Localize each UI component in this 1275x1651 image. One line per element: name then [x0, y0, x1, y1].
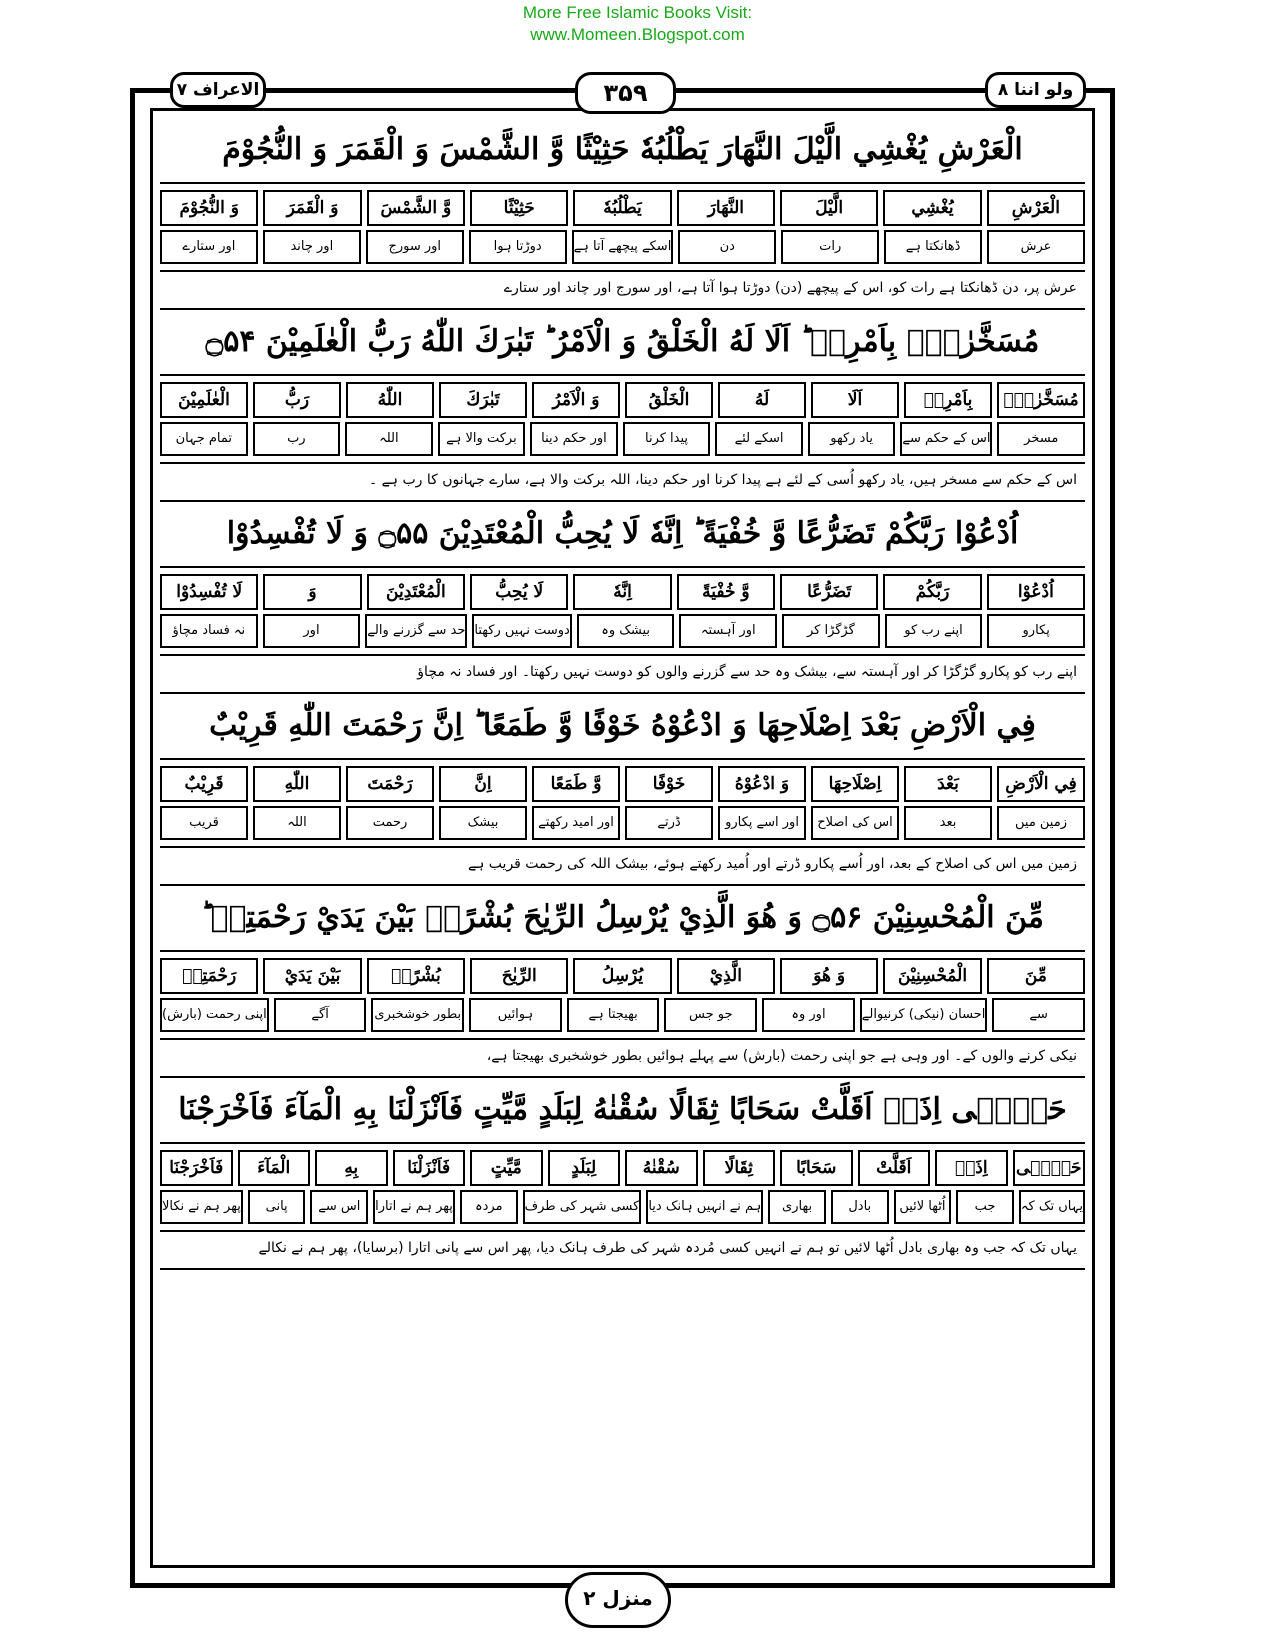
verse-section — [160, 694, 1085, 886]
meaning-row — [160, 998, 1085, 1032]
word-cell: فِي الْاَرْضِ — [997, 766, 1085, 802]
word-cell: سَحَابًا — [780, 1150, 853, 1186]
word-cell: الْمَآءَ — [238, 1150, 311, 1186]
meaning-cell: رب — [253, 422, 341, 456]
word-cell: اِذَاۤ — [935, 1150, 1008, 1186]
word-cell: رَبُّ — [253, 382, 341, 418]
meaning-cell: کسی شہر کی طرف — [523, 1190, 642, 1224]
word-cell: خَوْفًا — [625, 766, 713, 802]
meaning-cell: یاد رکھو — [808, 422, 896, 456]
arabic-verse-line: اُدْعُوْا رَبَّكُمْ تَضَرُّعًا وَّ خُفْيَةً ؕ اِنَّهٗ لَا يُحِبُّ الْمُعْتَدِيْنَ ۝۵۵ وَ لَا تُفْسِدُوْا — [160, 502, 1085, 568]
promo-line-1: More Free Islamic Books Visit: — [522, 3, 753, 22]
word-cell: الْعَرْشِ — [987, 190, 1085, 226]
word-cell: فَاَخْرَجْنَا — [160, 1150, 233, 1186]
arabic-verse-line: مُسَخَّرٰتٍۭ بِاَمْرِهٖ ؕ اَلَا لَهُ الْخَلْقُ وَ الْاَمْرُ ؕ تَبٰرَكَ اللّٰهُ رَبُّ الْعٰلَمِيْنَ ۝۵۴ — [160, 310, 1085, 376]
meaning-cell: اور حکم دینا — [530, 422, 618, 456]
page-number: ۳۵۹ — [575, 72, 676, 114]
meaning-cell: اسکے لئے — [715, 422, 803, 456]
meaning-row — [160, 806, 1085, 840]
word-cell: بَعْدَ — [904, 766, 992, 802]
meaning-cell: بیشک وہ — [577, 614, 675, 648]
meaning-cell: اللہ — [253, 806, 341, 840]
meaning-cell: اس کے حکم سے — [900, 422, 992, 456]
meaning-cell: اور وہ — [762, 998, 855, 1032]
word-row — [160, 382, 1085, 418]
translation-line: اس کے حکم سے مسخر ہیں، یاد رکھو اُسی کے لئے ہے پیدا کرنا اور حکم دینا، اللہ برکت والا ہے، سارے جہانوں کا رب ہے ۔ — [160, 462, 1085, 502]
para-name-tag: ولو اننا ۸ — [985, 72, 1086, 108]
meaning-cell: احسان (نیکی) کرنیوالے — [860, 998, 988, 1032]
word-cell: فَاَنْزَلْنَا — [393, 1150, 466, 1186]
meaning-cell: مردہ — [460, 1190, 518, 1224]
word-cell: الْعٰلَمِيْنَ — [160, 382, 248, 418]
meaning-cell: اور سورج — [366, 230, 464, 264]
meaning-cell: حد سے گزرنے والے — [365, 614, 467, 648]
arabic-verse-line: مِّنَ الْمُحْسِنِيْنَ ۝۵۶ وَ هُوَ الَّذِيْ يُرْسِلُ الرِّيٰحَ بُشْرًاۢ بَيْنَ يَدَيْ رَحْمَتِهٖ ؕ — [160, 886, 1085, 952]
meaning-cell: ہوائیں — [469, 998, 562, 1032]
manzil-marker: منزل ۲ — [565, 1572, 671, 1628]
word-cell: لِبَلَدٍ — [548, 1150, 621, 1186]
meaning-cell: قریب — [160, 806, 248, 840]
meaning-row — [160, 1190, 1085, 1224]
meaning-cell: برکت والا ہے — [438, 422, 526, 456]
meaning-cell: گڑگڑا کر — [782, 614, 880, 648]
word-cell: وَّ خُفْيَةً — [677, 574, 775, 610]
word-cell: اَلَا — [811, 382, 899, 418]
verse-section — [160, 886, 1085, 1078]
meaning-cell: پانی — [248, 1190, 306, 1224]
word-cell: بِهِ — [315, 1150, 388, 1186]
word-cell: يُغْشِي — [883, 190, 981, 226]
word-cell: اِصْلَاحِهَا — [811, 766, 899, 802]
surah-name-tag: الاعراف ۷ — [170, 72, 266, 108]
word-cell: قَرِيْبٌ — [160, 766, 248, 802]
meaning-cell: بھاری — [768, 1190, 826, 1224]
word-cell: الَّيْلَ — [780, 190, 878, 226]
word-cell: يَطْلُبُهٗ — [573, 190, 671, 226]
meaning-cell: سے — [992, 998, 1085, 1032]
meaning-cell: پھر ہم نے نکالا — [160, 1190, 243, 1224]
word-row — [160, 190, 1085, 226]
word-cell: وَ الْاَمْرُ — [532, 382, 620, 418]
verse-section — [160, 502, 1085, 694]
verse-section — [160, 310, 1085, 502]
meaning-cell: مسخر — [997, 422, 1085, 456]
word-cell: الرِّيٰحَ — [470, 958, 568, 994]
word-cell: اَقَلَّتْ — [858, 1150, 931, 1186]
word-cell: وَ ادْعُوْهُ — [718, 766, 806, 802]
meaning-cell: اپنی رحمت (بارش) — [160, 998, 269, 1032]
word-cell: مُسَخَّرٰتٍۭ — [997, 382, 1085, 418]
meaning-cell: اور — [263, 614, 361, 648]
word-cell: لَا يُحِبُّ — [470, 574, 568, 610]
word-cell: وَ النُّجُوْمَ — [160, 190, 258, 226]
meaning-cell: اللہ — [345, 422, 433, 456]
meaning-cell: عرش — [987, 230, 1085, 264]
meaning-cell: دوست نہیں رکھتا — [472, 614, 571, 648]
word-row — [160, 958, 1085, 994]
word-cell: النَّهَارَ — [677, 190, 775, 226]
word-cell: لَهُ — [718, 382, 806, 418]
word-cell: وَّ طَمَعًا — [532, 766, 620, 802]
word-cell: مِّنَ — [987, 958, 1085, 994]
meaning-cell: اور اسے پکارو — [718, 806, 806, 840]
word-cell: رَحْمَتِهٖ — [160, 958, 258, 994]
word-cell: اللّٰهِ — [253, 766, 341, 802]
word-cell: حَتّٰۤى — [1013, 1150, 1086, 1186]
word-cell: تَبٰرَكَ — [439, 382, 527, 418]
word-cell: بَيْنَ يَدَيْ — [263, 958, 361, 994]
meaning-cell: آگے — [274, 998, 367, 1032]
word-cell: ثِقَالًا — [703, 1150, 776, 1186]
translation-line: یہاں تک کہ جب وہ بھاری بادل اُٹھا لائیں تو ہم نے انہیں کسی مُردہ شہر کی طرف ہانک دیا، پھر اس سے پانی اتارا (برسایا)، پھر ہم نے نکالے — [160, 1230, 1085, 1270]
meaning-cell: تمام جہان — [160, 422, 248, 456]
meaning-cell: اور ستارے — [160, 230, 258, 264]
word-cell: وَ هُوَ — [780, 958, 878, 994]
translation-line: اپنے رب کو پکارو گڑگڑا کر اور آہستہ سے، بیشک وہ حد سے گزرنے والوں کو دوست نہیں رکھتا۔ اور فساد نہ مچاؤ — [160, 654, 1085, 694]
word-cell: سُقْنٰهُ — [625, 1150, 698, 1186]
meaning-cell: ڈرتے — [625, 806, 713, 840]
word-cell: وَ — [263, 574, 361, 610]
meaning-cell: بعد — [904, 806, 992, 840]
word-cell: الْمُحْسِنِيْنَ — [883, 958, 981, 994]
meaning-row — [160, 230, 1085, 264]
promo-banner[interactable] — [0, 2, 1275, 46]
meaning-cell: بیشک — [439, 806, 527, 840]
meaning-cell: اور چاند — [263, 230, 361, 264]
meaning-cell: اور آہستہ — [679, 614, 777, 648]
promo-link[interactable]: www.Momeen.Blogspot.com — [530, 25, 745, 44]
meaning-cell: رات — [781, 230, 879, 264]
word-cell: الْخَلْقُ — [625, 382, 713, 418]
meaning-cell: جب — [956, 1190, 1014, 1224]
arabic-verse-line: حَتّٰۤى اِذَاۤ اَقَلَّتْ سَحَابًا ثِقَالًا سُقْنٰهُ لِبَلَدٍ مَّيِّتٍ فَاَنْزَلْنَا بِهِ الْمَآءَ فَاَخْرَجْنَا — [160, 1078, 1085, 1144]
meaning-cell: پھر ہم نے اتارا — [373, 1190, 455, 1224]
word-cell: اللّٰهُ — [346, 382, 434, 418]
word-cell: رَحْمَتَ — [346, 766, 434, 802]
meaning-cell: یہاں تک کہ — [1019, 1190, 1085, 1224]
word-cell: لَا تُفْسِدُوْا — [160, 574, 258, 610]
meaning-cell: اسکے پیچھے آتا ہے — [572, 230, 674, 264]
meaning-cell: دوڑتا ہوا — [469, 230, 567, 264]
verse-section — [160, 118, 1085, 310]
meaning-cell: زمین میں — [997, 806, 1085, 840]
word-cell: اُدْعُوْا — [987, 574, 1085, 610]
meaning-cell: اپنے رب کو — [885, 614, 983, 648]
meaning-cell: اور امید رکھتے — [532, 806, 620, 840]
word-cell: حَثِيْثًا — [470, 190, 568, 226]
meaning-cell: پیدا کرنا — [623, 422, 711, 456]
arabic-verse-line: فِي الْاَرْضِ بَعْدَ اِصْلَاحِهَا وَ ادْعُوْهُ خَوْفًا وَّ طَمَعًا ؕ اِنَّ رَحْمَتَ اللّٰهِ قَرِيْبٌ — [160, 694, 1085, 760]
meaning-cell: دن — [678, 230, 776, 264]
meaning-cell: نہ فساد مچاؤ — [160, 614, 258, 648]
meaning-cell: جو جس — [664, 998, 757, 1032]
meaning-cell: ڈھانکتا ہے — [884, 230, 982, 264]
word-cell: مَّيِّتٍ — [470, 1150, 543, 1186]
word-cell: بُشْرًاۢ — [367, 958, 465, 994]
meaning-cell: اس سے — [310, 1190, 368, 1224]
word-row — [160, 766, 1085, 802]
word-cell: اِنَّهٗ — [573, 574, 671, 610]
translation-line: زمین میں اس کی اصلاح کے بعد، اور اُسے پکارو ڈرتے اور اُمید رکھتے ہوئے، بیشک اللہ کی رحمت قریب ہے — [160, 846, 1085, 886]
meaning-cell: اس کی اصلاح — [811, 806, 899, 840]
word-cell: وَ الْقَمَرَ — [263, 190, 361, 226]
arabic-verse-line: الْعَرْشِ يُغْشِي الَّيْلَ النَّهَارَ يَطْلُبُهٗ حَثِيْثًا وَّ الشَّمْسَ وَ الْقَمَرَ وَ النُّجُوْمَ — [160, 118, 1085, 184]
translation-line: نیکی کرنے والوں کے۔ اور وہی ہے جو اپنی رحمت (بارش) سے پہلے ہوائیں بطور خوشخبری بھیجتا ہے، — [160, 1038, 1085, 1078]
verse-section — [160, 1078, 1085, 1270]
meaning-cell: ہم نے انہیں ہانک دیا — [646, 1190, 763, 1224]
word-cell: اِنَّ — [439, 766, 527, 802]
translation-line: عرش پر، دن ڈھانکتا ہے رات کو، اس کے پیچھے (دن) دوڑتا ہوا آتا ہے، اور سورج اور چاند اور ستارے — [160, 270, 1085, 310]
word-cell: الَّذِيْ — [677, 958, 775, 994]
word-cell: رَبَّكُمْ — [883, 574, 981, 610]
word-cell: تَضَرُّعًا — [780, 574, 878, 610]
meaning-cell: بادل — [831, 1190, 889, 1224]
meaning-cell: رحمت — [346, 806, 434, 840]
meaning-row — [160, 614, 1085, 648]
meaning-cell: پکارو — [987, 614, 1085, 648]
meaning-cell: بطور خوشخبری — [371, 998, 464, 1032]
word-cell: يُرْسِلُ — [573, 958, 671, 994]
page-content — [160, 118, 1085, 1270]
meaning-cell: بھیجتا ہے — [567, 998, 660, 1032]
meaning-cell: اُٹھا لائیں — [894, 1190, 952, 1224]
word-cell: وَّ الشَّمْسَ — [367, 190, 465, 226]
word-cell: بِاَمْرِهٖ — [904, 382, 992, 418]
meaning-row — [160, 422, 1085, 456]
word-cell: الْمُعْتَدِيْنَ — [367, 574, 465, 610]
word-row — [160, 574, 1085, 610]
word-row — [160, 1150, 1085, 1186]
